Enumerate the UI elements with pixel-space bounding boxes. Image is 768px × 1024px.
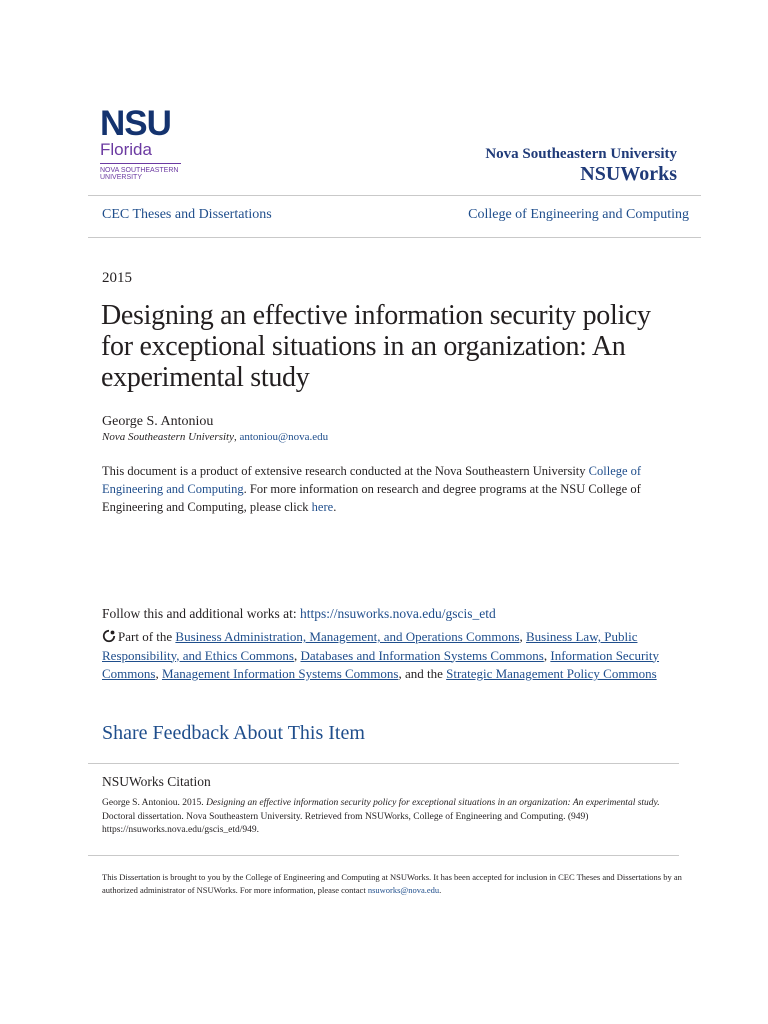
follow-line	[102, 606, 496, 622]
follow-label: Follow this and additional works at:	[102, 606, 300, 621]
logo-line1: NOVA SOUTHEASTERN	[100, 167, 179, 174]
commons-sep-3: ,	[543, 647, 551, 663]
commons-link-mis[interactable]: Management Information Systems Commons	[161, 666, 399, 681]
author-name: George S. Antoniou	[102, 414, 214, 429]
brand-university[interactable]: Nova Southeastern University	[485, 146, 677, 162]
commons-link-business-law[interactable]: Business Law, Public Responsibility, and Ethics Commons	[102, 629, 638, 663]
citation-post: Doctoral dissertation. Nova Southeastern University. Retrieved from NSUWorks, College of Engineering and Computing. (949) https://nsuworks.nova.edu/gscis_etd/949.	[102, 811, 589, 835]
part-of-prefix: Part of the	[118, 629, 176, 644]
description-text-2: . For more information on research and degree programs at the NSU College of Engineering and Computing, please click	[102, 482, 641, 514]
header-divider	[88, 195, 701, 196]
affiliation-separator: ,	[233, 431, 240, 443]
citation-text	[102, 797, 672, 838]
citation-title: Designing an effective information security policy for exceptional situations in an organization: An experimental study.	[206, 798, 660, 808]
footer-divider	[88, 855, 679, 856]
commons-sep-4: ,	[155, 666, 162, 681]
commons-sep-2: ,	[294, 647, 301, 663]
repository-brand	[485, 145, 677, 185]
description-paragraph	[102, 462, 672, 516]
collection-link[interactable]: CEC Theses and Dissertations	[102, 207, 272, 222]
description-text-3: .	[333, 500, 337, 514]
brand-repository[interactable]: NSUWorks	[580, 163, 677, 185]
author-email-link[interactable]: antoniou@nova.edu	[239, 431, 329, 443]
here-link[interactable]: here	[311, 500, 334, 514]
author-affiliation	[102, 431, 328, 443]
citation-divider	[88, 763, 679, 764]
citation-heading: NSUWorks Citation	[102, 774, 211, 789]
college-link-inline[interactable]: College of Engineering and Computing	[102, 464, 642, 496]
commons-sep-5: , and the	[398, 666, 447, 681]
follow-url-link[interactable]: https://nsuworks.nova.edu/gscis_etd	[300, 606, 496, 621]
part-of-commons	[102, 628, 662, 684]
college-link[interactable]: College of Engineering and Computing	[468, 207, 689, 222]
paper-title: Designing an effective information security policy for exceptional situations in an organization: An experimental study	[101, 300, 651, 393]
logo-divider	[100, 163, 181, 164]
footer-notice	[102, 871, 682, 897]
commons-link-business-admin[interactable]: Business Administration, Management, and Operations Commons	[175, 629, 520, 644]
commons-network-icon	[102, 629, 116, 643]
commons-link-databases[interactable]: Databases and Information Systems Commons	[300, 647, 544, 663]
affiliation-name: Nova Southeastern University	[102, 431, 234, 443]
logo-florida-text: Florida	[100, 140, 152, 159]
footer-text: This Dissertation is brought to you by the College of Engineering and Computing at NSUWorks. It has been accepted for inclusion in CEC Theses and Dissertations by an authorized administrator of NSUWorks. For more information, please contact	[102, 872, 682, 895]
citation-pre: George S. Antoniou. 2015.	[102, 798, 207, 808]
footer-end: .	[439, 885, 442, 895]
contact-email-link[interactable]: nsuworks@nova.edu	[367, 885, 440, 895]
commons-link-strategic-mgmt[interactable]: Strategic Management Policy Commons	[446, 666, 657, 681]
logo-nsu-text: NSU	[100, 104, 171, 143]
share-feedback-link[interactable]: Share Feedback About This Item	[102, 722, 365, 744]
description-text-1: This document is a product of extensive research conducted at the Nova Southeastern University	[102, 464, 589, 478]
commons-sep-1: ,	[519, 629, 527, 644]
nav-divider	[88, 237, 701, 238]
nsu-florida-logo[interactable]	[100, 104, 184, 181]
publication-year: 2015	[102, 270, 132, 286]
commons-link-info-security[interactable]: Information Security Commons	[102, 647, 660, 681]
logo-line2: UNIVERSITY	[100, 174, 143, 181]
